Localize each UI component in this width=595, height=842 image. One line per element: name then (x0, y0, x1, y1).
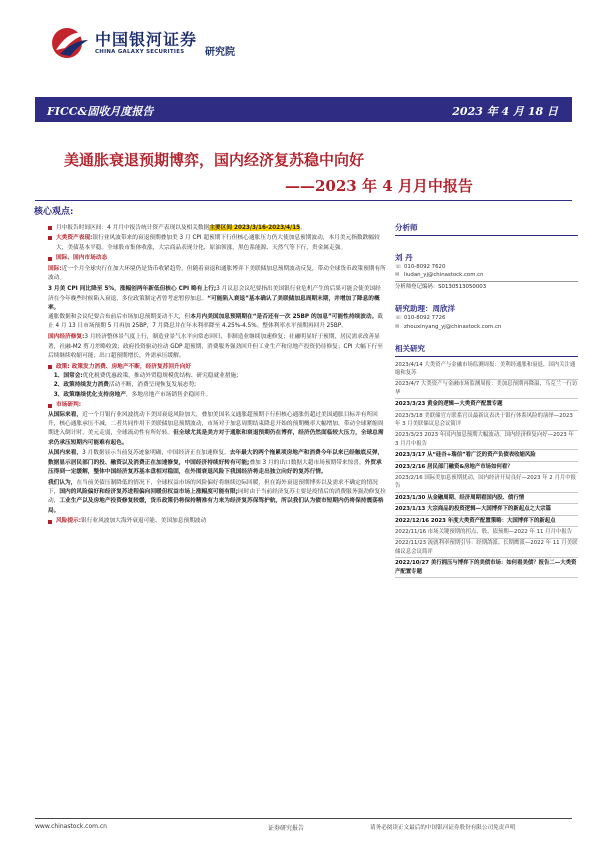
footer-disclaimer: 请务必阅读正文最后的中国银河证券股份有限公司免责声明 (370, 825, 516, 831)
policy-item-label: 3、政策继续优化支持房地产 (53, 391, 126, 398)
risk-text: 银行业风波加大海外衰退可能、美国加息预期波动 (81, 518, 207, 525)
report-title: 美通胀衰退预期博弈，国内经济复苏稳中向好 (64, 151, 365, 169)
domestic-label: 国内经济修复: (48, 334, 85, 341)
policy-item-text: 活动不断，消费呈现恢复发展态势; (108, 382, 197, 389)
risk-label: 风险提示: (56, 518, 82, 525)
outlook-dom-text: 3 月数据显示当前复苏迹象明确，中国经济正在加速修复。 (82, 450, 230, 457)
bullet-square-icon (48, 404, 52, 408)
assistant-email[interactable] (395, 323, 578, 331)
related-item[interactable]: 2022/11/23 流就利率预期引导：经期鸽派、长期鹰派—2022 年 11 月美联储议息会议简评 (395, 539, 578, 559)
phone-icon: ☏ (395, 315, 402, 322)
series-label: FICC&固收月度报告 (47, 105, 154, 118)
assistant-email-value[interactable]: zhouxinyang_yj@chinastock.com.cn (404, 323, 502, 330)
footer-label: 证券研究报告 (268, 825, 305, 832)
outlook-dom-bold: 去年最大的两个拖累项房地产和消费今年以来已经触底反弹，数据显示居民部门的投、融资以及消费正在加速修复，中国经济持续好转有可能; (48, 450, 384, 466)
outlook-domestic (48, 449, 386, 477)
related-item[interactable]: 2023/2/16 国际美加息预期扰动，国内经济开局良好—2023 年 2 月月中报告 (395, 473, 578, 493)
domestic-paragraph (48, 333, 386, 361)
analyst-phone (395, 263, 578, 271)
policy-item (48, 372, 386, 381)
international-label: 国际: (48, 266, 62, 273)
analyst-phone-value: 010-8092 7620 (404, 264, 446, 270)
market-outlook-label: 市场研判: (56, 402, 82, 409)
international-paragraph (48, 265, 386, 284)
analyst-email-value[interactable]: liudan_yj@chinastock.com.cn (404, 272, 484, 279)
institute-label: 研究院 (205, 47, 235, 58)
bullet-square-icon (48, 226, 52, 230)
analyst-registration: 分析师登记编码：S0130513050003 (395, 281, 578, 291)
related-item[interactable]: 2023/4/14 大类资产与金融市场监测周报：美利经通胀和衰退，国内关注通缩和复苏 (395, 360, 578, 380)
assistant-heading: 研究助理：周欣洋 (395, 304, 455, 314)
phone-icon: ☏ (395, 264, 402, 270)
analyst-email[interactable] (395, 271, 578, 279)
domestic-text: 3 月经济整体景气度上行，制造业景气水平向常态回归，非制造业继续加速修复；社融明显好于预期，居民需求改善显著，社融-M2 剪刀差略收敛；政府投资驱动拉动 GDP 超预期，消费服务强劲回升但工业生产和房地产投资仍待修复；CPI 大幅下行至后续继续收缩可能；出口超预期增长，外需承压缓解。 (48, 334, 383, 359)
asset-performance-bullet (48, 234, 386, 253)
outlook-view-text-2: 同时由于当前经济复苏主要是疫情后的消费服务强劲修复拉动， (48, 489, 386, 505)
policy-item (48, 391, 386, 400)
report-date: 2023 年 4 月 18 日 (452, 105, 558, 118)
policy-item-text: ，多地房地产市场销售企稳回升。 (125, 391, 212, 398)
outlook-dom-bold-2: 外贸承压得到一定缓解，整体中国经济复苏基本盘相对稳固，在外围衰退风险下我国经济将走出独立向好的复苏行情。 (48, 459, 382, 475)
email-icon: ✉ (395, 323, 400, 330)
core-views-body (48, 222, 386, 527)
related-item[interactable]: 2023/3/17 从“硅谷+瑞信”看广泛的资产负债表收缩风险 (395, 450, 578, 461)
bullet-square-icon (48, 520, 52, 524)
outlook-view (48, 479, 386, 516)
cpi-bold: 3 月美 CPI 同比降至 5%，涨幅创两年新低但核心 CPI 略有上行; (48, 286, 217, 293)
policy-item-text: 优化税费优惠政策，推动外贸稳规模优结构、研究稳就业措施; (82, 372, 239, 379)
related-item[interactable]: 2022/11/16 市场关键预期的拐点、股、债预期—2022 年 11 月月中报告 (395, 527, 578, 538)
rate-expectation-paragraph (48, 313, 386, 332)
outlook-view-text: 在当前美债压制降低的情况下，全球权益市场的风险偏好将继续边际回暖，但在海外衰退预期博弈以及需求不确定的情况下， (48, 479, 378, 496)
policy-item (48, 381, 386, 390)
footer-website[interactable]: www.chinastock.com.cn (35, 823, 107, 830)
outlook-intl-text: 近一个月银行业风波扰动下美国衰退风险加大，叠加美国名义通胀超预期下行但核心通胀仍超过美国通胀目标并有所回升，核心通胀承压不减，二者共同作用下美联储加息预期波动，市场对于加息周期结束降息开始的预期概率大幅增加，带动全球紧缩周期进入倒计时，美元走弱，全球流动性有所好转。 (48, 411, 384, 437)
cpi-paragraph (48, 285, 386, 313)
related-item[interactable]: 2023/1/30 从金融周期、经济周期看国内股、债行情 (395, 493, 578, 504)
related-item[interactable]: 2023/3/23 2023 年国内加息预期大幅波动，国内经济修复向好—2023 年 3 月月中报告 (395, 431, 578, 451)
outlook-intl-bold: 但全球尤其是美方对于通胀和衰退预期仍在博弈，经济仍然面临较大压力，全球总需求仍承压短期内可能难有起色。 (48, 430, 384, 446)
rate-bold: 本月内美国加息预期期在“是否还有一次 25BP 的加息”可能性持续波动。 (190, 314, 378, 321)
policy-item-label: 2、政策持续发力消费 (53, 382, 109, 389)
outlook-dom-label: 从国内来看， (48, 450, 83, 457)
company-name-en: CHINA GALAXY SECURITIES (95, 49, 185, 55)
related-item[interactable]: 2023/1/13 大宗商品的投资逻辑—大国博弈下的新起点之大宗篇 (395, 504, 578, 515)
market-dynamics-bullet (48, 254, 386, 263)
title-divider (35, 200, 572, 201)
intro-bullet (48, 224, 386, 233)
rate-text-2: 截止 4 月 13 日市场预期 5 月再加 25BP，7 月降息并在年末利率降至 4.25%-4.5%。整体利率水平预期再回升 25BP。 (48, 314, 383, 330)
analyst-name: 刘 丹 (395, 253, 413, 262)
analyst-heading: 分析师 (395, 222, 578, 236)
market-dynamics-label: 国际、国内市场动态 (56, 255, 108, 262)
related-item[interactable]: 2023/4/7 大类资产与金融市场监测周报：美加息预期再降温，乌克兰一行访华 (395, 380, 578, 400)
international-text: 近一个月全球央行在加大环境仍是货币收紧趋势，但随着衰退和通胀博弈下美联储加息预期波动反复，带动全球货币政策预期有所波动。 (48, 266, 386, 282)
related-research-list (395, 360, 578, 578)
asset-performance-label: 大类资产表现: (56, 235, 93, 242)
report-subtitle: ——2023 年 4 月月中报告 (285, 177, 473, 195)
outlook-view-bold-2: 工业生产以及房地产投资修复较缓，货币政策仍将保持精准有力来为经济复苏保驾护航，所以我们认为债市短期内仍将保持震荡格局。 (48, 498, 384, 514)
related-item[interactable]: 2023/2/16 居民部门融资&房地产市场如何看？ (395, 462, 578, 473)
galaxy-logo-icon (50, 26, 90, 60)
risk-bullet (48, 517, 386, 526)
asset-performance-text: 银行业风波带来的衰退预期叠加美 3 月 CPI 超预期下行但核心通胀压力仍大使加息预期波动，本月美元指数跌幅较大，美债基本平稳。全球股市集体收涨，大宗商品表现分化，原油领涨，黑色系能源、天然气等下行，贵金属走强。 (56, 235, 380, 251)
company-name-cn: 中国银河证券 (95, 30, 198, 49)
intro-highlight: 主要区间 2023/3/16- (209, 224, 269, 231)
outlook-dom-text-2: 叠加 3 月的出口数据大超市场预期带来惊喜， (249, 459, 365, 466)
assistant-phone (395, 314, 578, 322)
series-bar (35, 97, 572, 122)
intro-highlight-2: 2023/4/15 (268, 224, 301, 231)
related-research-heading: 相关研究 (395, 343, 578, 357)
related-item[interactable]: 2022/12/16 2023 年度大类资产配置策略：大国博弈下的新起点 (395, 516, 578, 527)
outlook-international (48, 411, 386, 448)
cpi-quote: “可能陷入衰退”基本确认了美联储加息周期末期，并增加了降息的概率。 (48, 295, 380, 311)
outlook-view-bold: 国内的风险偏好和经济复苏进程偏向回暖但权益市场上涨幅度可能有限; (59, 489, 238, 496)
rate-text: 通胀数据和会议纪要合布前后市场加息预期变动不大，但 (48, 314, 191, 321)
intro-text: 月中报告时间区间：4 月月中报告统计资产表现以及相关数据 (56, 224, 210, 231)
related-item[interactable]: 2023/3/23 黄金的逻辑—大类资产配置专题 (395, 399, 578, 410)
footer-divider (35, 818, 572, 819)
outlook-intl-label: 从国际来看， (48, 411, 83, 418)
email-icon: ✉ (395, 272, 400, 279)
bullet-square-icon (48, 257, 52, 261)
intro-end: 。 (300, 224, 306, 231)
bullet-square-icon (48, 236, 52, 240)
outlook-view-label: 我们认为， (48, 479, 77, 486)
sidebar (395, 222, 578, 578)
market-outlook-bullet (48, 401, 386, 410)
related-item[interactable]: 2023/3/18 美联储官方联系官员最新议表决于银行体系风险的演绎—2023 年 3 月美联储议息会议简评 (395, 411, 578, 431)
policy-label: 政策: 政策发力消费、房地产不断，经济复苏回升向好 (56, 363, 192, 370)
policy-bullet (48, 363, 386, 372)
related-item[interactable]: 2022/10/27 美行拥压与博弈下的美债市场：如何看美债？报告二—大类资产配置专题 (395, 558, 578, 578)
assistant-phone-value: 010-8092 7726 (404, 315, 446, 322)
bullet-square-icon (48, 365, 52, 369)
policy-item-label: 1、国常会: (53, 372, 83, 379)
core-views-heading: 核心观点: (34, 207, 74, 217)
cpi-text: 3 月议息会议纪要指出美国银行业危机产生的后果可能会使美国经济在今年晚些时候陷入衰退，多位政策制定者曾考虑暂停加息。 (48, 286, 381, 302)
